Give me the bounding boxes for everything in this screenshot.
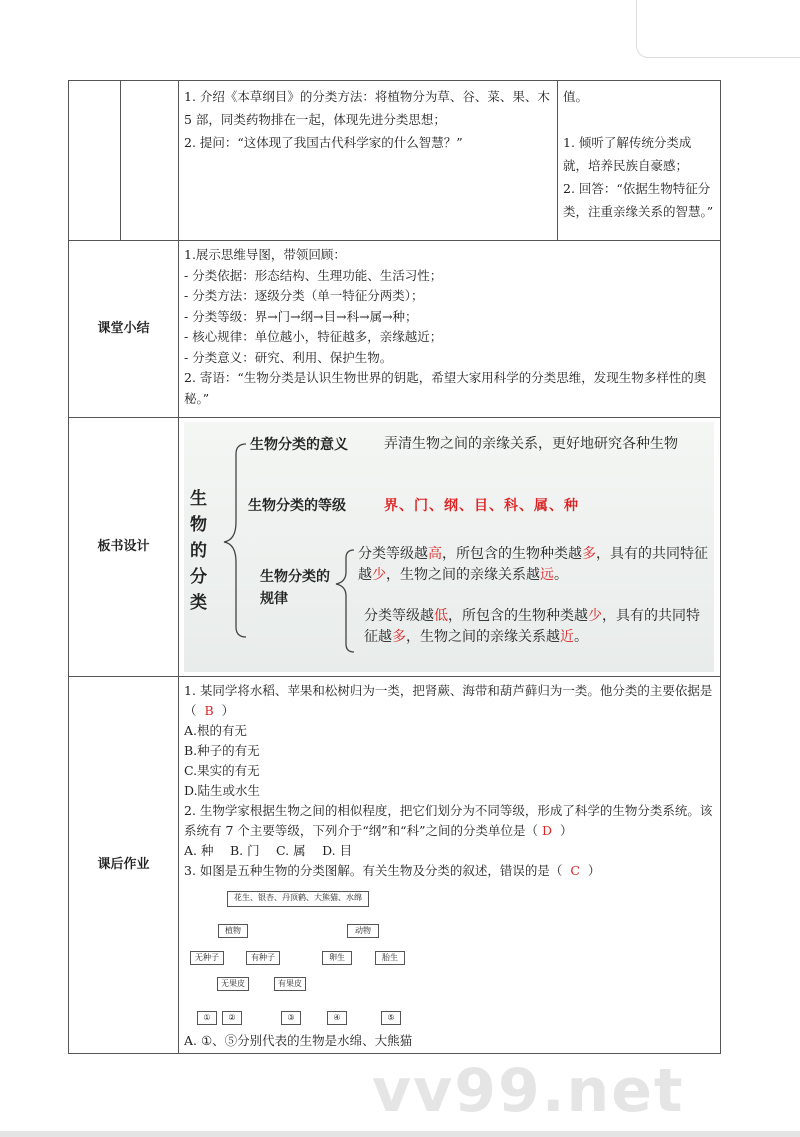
question-2: 2. 生物学家根据生物之间的相似程度，把它们划分为不同等级，形成了科学的生物分类系统。该系统有 7 个主要等级，下列介于“纲”和“科”之间的分类单位是（ D ）	[184, 803, 713, 838]
summary-line: - 分类意义：研究、利用、保护生物。	[184, 349, 393, 365]
summary-line: 1.展示思维导图，带领回顾：	[184, 247, 346, 262]
meaning-text: 弄清生物之间的亲缘关系，更好地研究各种生物	[384, 436, 678, 452]
classification-tree	[184, 883, 424, 1029]
board-label: 板书设计	[68, 417, 179, 677]
options: A. 种 B. 门 C. 属 D. 目	[184, 843, 353, 858]
tree-leaf: ⑤	[381, 1011, 401, 1025]
tree-leaf: ③	[281, 1011, 301, 1025]
meaning-title: 生物分类的意义	[250, 437, 348, 453]
teacher-line: 2. 提问：“这体现了我国古代科学家的什么智慧？”	[184, 135, 463, 150]
bottom-bar	[0, 1131, 800, 1137]
tree-node: 胎生	[375, 951, 405, 965]
tree-node: 无果皮	[217, 977, 249, 991]
homework-label: 课后作业	[68, 676, 179, 1054]
summary-line: - 分类依据：形态结构、生理功能、生活习性；	[184, 267, 443, 283]
summary-line: - 分类等级：界→门→纲→目→科→属→种；	[184, 308, 418, 324]
rule-1: 分类等级越高，所包含的生物种类越多，具有的共同特征越少，生物之间的亲缘关系越远。	[358, 546, 708, 583]
tree-leaf: ②	[222, 1011, 242, 1025]
tree-node: 卵生	[322, 951, 352, 965]
option: C.果实的有无	[184, 763, 260, 778]
level-list: 界、门、纲、目、科、属、种	[384, 498, 579, 514]
summary-label: 课堂小结	[68, 240, 179, 418]
summary-line: - 核心规律：单位越小，特征越多，亲缘越近；	[184, 329, 443, 344]
corner-panel	[636, 0, 800, 58]
homework-content	[178, 676, 721, 1054]
row1-col2	[120, 80, 179, 241]
rule-2: 分类等级越低，所包含的生物种类越少，具有的共同特征越多，生物之间的亲缘关系越近。	[364, 608, 700, 645]
board-root: 生物的分类	[190, 489, 207, 613]
option: A.根的有无	[184, 723, 248, 738]
board-image	[184, 422, 714, 672]
tree-root: 花生、银杏、丹顶鹤、大熊猫、水绵	[227, 891, 369, 907]
row1-student	[557, 80, 721, 241]
summary-line: - 分类方法：逐级分类（单一特征分两类）；	[184, 288, 424, 303]
option: D.陆生或水生	[184, 783, 261, 798]
student-line: 2. 回答：“依据生物特征分类，注重亲缘关系的智慧。”	[563, 181, 714, 219]
summary-content	[178, 240, 721, 418]
tree-node: 有种子	[246, 951, 280, 965]
tree-node: 动物	[347, 924, 379, 938]
tree-node: 有果皮	[274, 977, 306, 991]
row1-col1	[68, 80, 121, 241]
tree-node: 植物	[218, 924, 248, 938]
option: B.种子的有无	[184, 743, 260, 758]
rule-title: 生物分类的规律	[260, 569, 330, 607]
student-line: 1. 倾听了解传统分类成就，培养民族自豪感；	[563, 135, 692, 173]
q3-option-a: A. ①、⑤分别代表的生物是水绵、大熊猫	[184, 1033, 413, 1048]
tree-node: 无种子	[190, 951, 224, 965]
question-1: 1. 某同学将水稻、苹果和松树归为一类，把肾蕨、海带和葫芦藓归为一类。他分类的主要依据是（ B ）	[184, 683, 713, 718]
tree-leaf: ①	[197, 1011, 217, 1025]
summary-line: 2. 寄语：“生物分类是认识生物世界的钥匙，希望大家用科学的分类思维，发现生物多样性的奥秘。”	[184, 370, 707, 406]
student-line: 值。	[563, 89, 589, 104]
watermark: vv99.net	[372, 1056, 685, 1126]
question-3: 3. 如图是五种生物的分类图解。有关生物及分类的叙述，错误的是（ C ）	[184, 863, 601, 878]
tree-leaf: ④	[327, 1011, 347, 1025]
row1-teacher	[178, 80, 558, 241]
level-title: 生物分类的等级	[248, 498, 346, 514]
teacher-line: 1. 介绍《本草纲目》的分类方法：将植物分为草、谷、菜、果、木 5 部，同类药物排在一起，体现先进分类思想；	[184, 89, 550, 127]
